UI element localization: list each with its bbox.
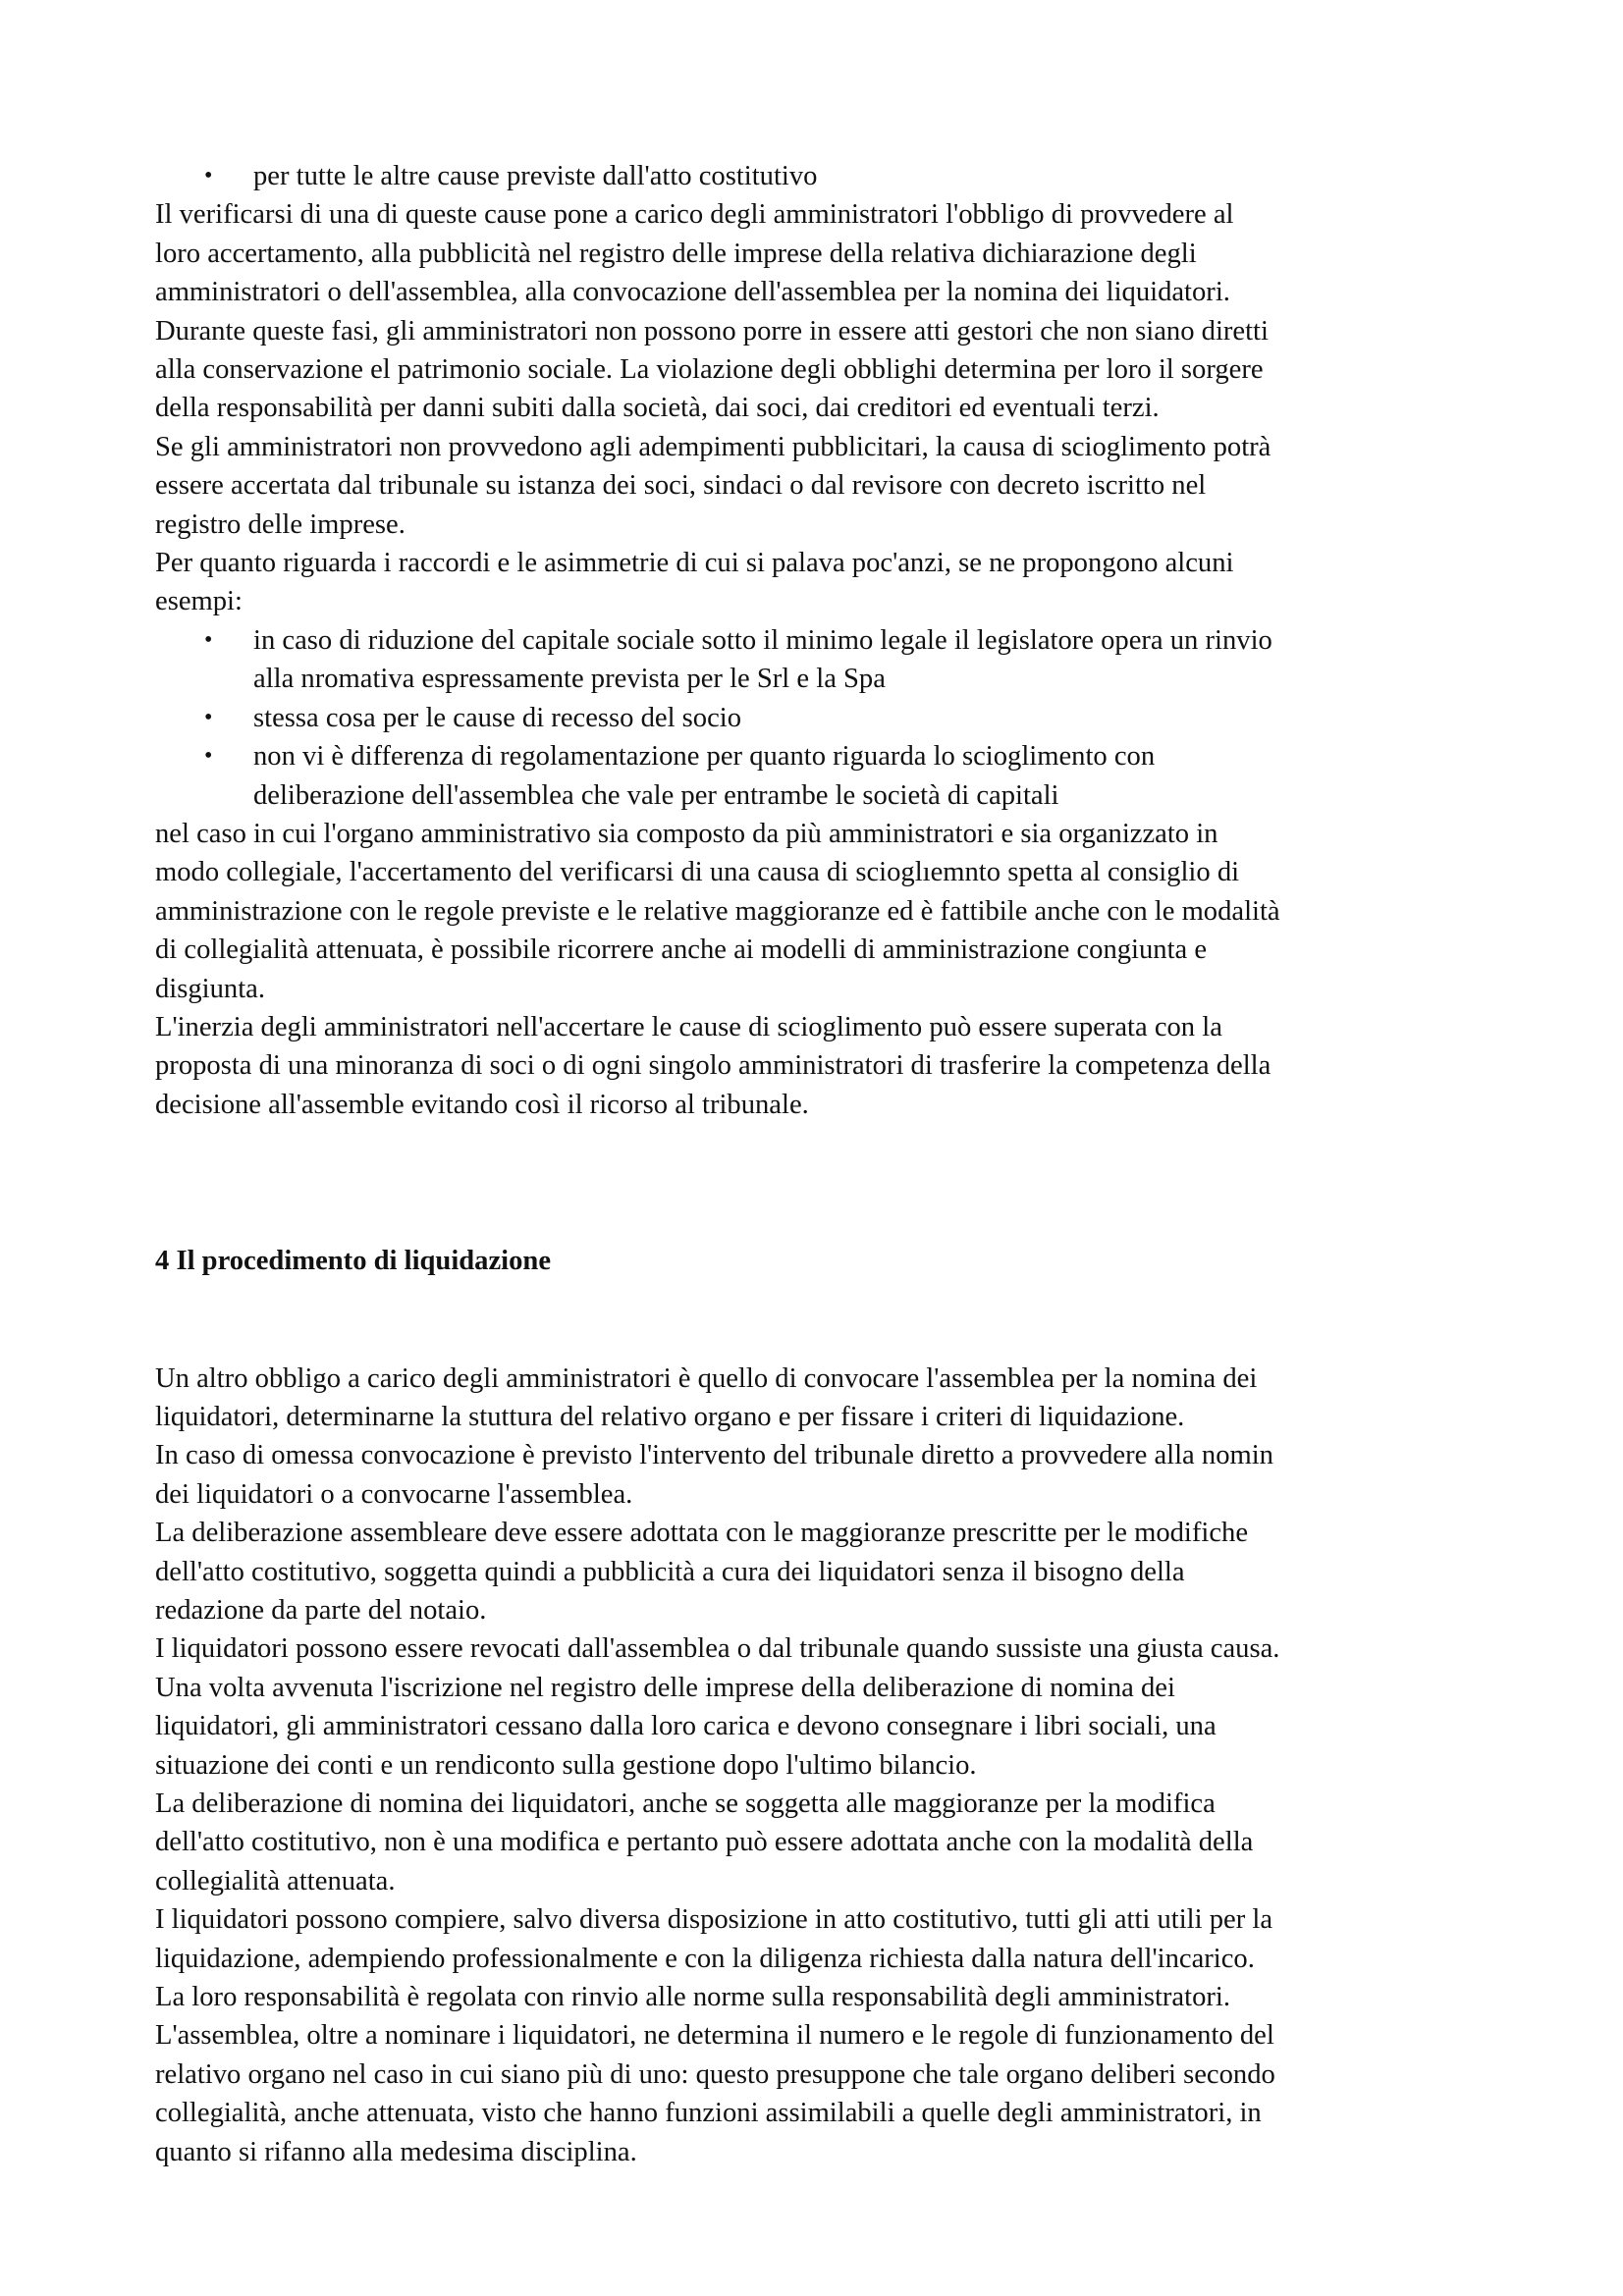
paragraph: La deliberazione assembleare deve essere adottata con le maggioranze prescritte per le modifiche dell'atto costitutivo, soggetta quindi a pubblicità a cura dei liquidatori senza il bisogno della redazione da parte del notaio.: [155, 1518, 1249, 1626]
section-heading: 4 Il procedimento di liquidazione: [155, 1246, 552, 1277]
intro-bullet-list: [155, 157, 1490, 195]
spacer: [155, 1281, 1490, 1360]
list-item: • stessa cosa per le cause di recesso del socio: [155, 699, 1490, 737]
paragraph: In caso di omessa convocazione è previsto l'intervento del tribunale diretto a provvedere alla nomin dei liquidatori o a convocarne l'assemblea.: [155, 1440, 1273, 1510]
list-item: • per tutte le altre cause previste dall'atto costitutivo: [155, 157, 1490, 195]
paragraph: L'assemblea, oltre a nominare i liquidatori, ne determina il numero e le regole di funzionamento del relativo organo nel caso in cui siano più di uno: questo presuppone che tale organo deliberi secondo collegialità, anche attenuata, visto che hanno funzioni assimilabili a quelle degli amministratori, in quanto si rifanno alla medesima disciplina.: [155, 2020, 1275, 2167]
paragraph: Una volta avvenuta l'iscrizione nel registro delle imprese della deliberazione di nomina dei liquidatori, gli amministratori cessano dalla loro carica e devono consegnare i libri sociali, una situazione dei conti e un rendiconto sulla gestione dopo l'ultimo bilancio.: [155, 1672, 1217, 1781]
paragraph: Per quanto riguarda i raccordi e le asimmetrie di cui si palava poc'anzi, se ne propongono alcuni esempi:: [155, 548, 1234, 617]
paragraph: Se gli amministratori non provvedono agli adempimenti pubblicitari, la causa di scioglimento potrà essere accertata dal tribunale su istanza dei soci, sindaci o dal revisore con decreto iscritto nel registro delle imprese.: [155, 431, 1271, 540]
paragraph: Durante queste fasi, gli amministratori non possono porre in essere atti gestori che non siano diretti alla conservazione el patrimonio sociale. La violazione degli obblighi determina per loro il sorgere della responsabilità per danni subiti dalla società, dai soci, dai creditori ed eventuali terzi.: [155, 315, 1269, 424]
paragraph: La deliberazione di nomina dei liquidatori, anche se soggetta alle maggioranze per la modifica dell'atto costitutivo, non è una modifica e pertanto può essere adottata anche con la modalità della collegialità attenuata.: [155, 1789, 1254, 1896]
paragraph: nel caso in cui l'organo amministrativo sia composto da più amministratori e sia organizzato in modo collegiale, l'accertamento del verificarsi di una causa di scioglıemnto spetta al consiglio di amministrazione con le regole previste e le relative maggioranze ed è fattibile anche con le modalità di collegialità attenuata, è possibile ricorrere anche ai modelli di amministrazione congiunta e disgiunta.: [155, 818, 1280, 1004]
spacer: [155, 1124, 1490, 1242]
examples-bullet-list: [155, 621, 1490, 815]
paragraph: Il verificarsi di una di queste cause pone a carico degli amministratori l'obbligo di provvedere al loro accertamento, alla pubblicità nel registro delle imprese della relativa dichiarazione degli amministratori o dell'assemblea, alla convocazione dell'assemblea per la nomina dei liquidatori.: [155, 199, 1234, 308]
page-content: [155, 157, 1490, 2171]
paragraph: I liquidatori possono essere revocati dall'assemblea o dal tribunale quando sussiste una giusta causa.: [155, 1633, 1280, 1665]
paragraph: I liquidatori possono compiere, salvo diversa disposizione in atto costitutivo, tutti gli atti utili per la liquidazione, adempiendo professionalmente e con la diligenza richiesta dalla natura dell'incarico.: [155, 1904, 1273, 1974]
list-item: • non vi è differenza di regolamentazione per quanto riguarda lo scioglimento con deliberazione dell'assemblea che vale per entrambe le società di capitali: [155, 737, 1490, 815]
paragraph: L'inerzia degli amministratori nell'accertare le cause di scioglimento può essere superata con la proposta di una minoranza di soci o di ogni singolo amministratori di trasferire la competenza della decisione all'assemble evitando così il ricorso al tribunale.: [155, 1011, 1271, 1120]
list-item: • in caso di riduzione del capitale sociale sotto il minimo legale il legislatore opera un rinvio alla nromativa espressamente prevista per le Srl e la Spa: [155, 621, 1490, 699]
paragraph: Un altro obbligo a carico degli amministratori è quello di convocare l'assemblea per la nomina dei liquidatori, determinarne la stuttura del relativo organo e per fissare i criteri di liquidazione.: [155, 1362, 1258, 1432]
paragraph: La loro responsabilità è regolata con rinvio alle norme sulla responsabilità degli amministratori.: [155, 1982, 1230, 2013]
